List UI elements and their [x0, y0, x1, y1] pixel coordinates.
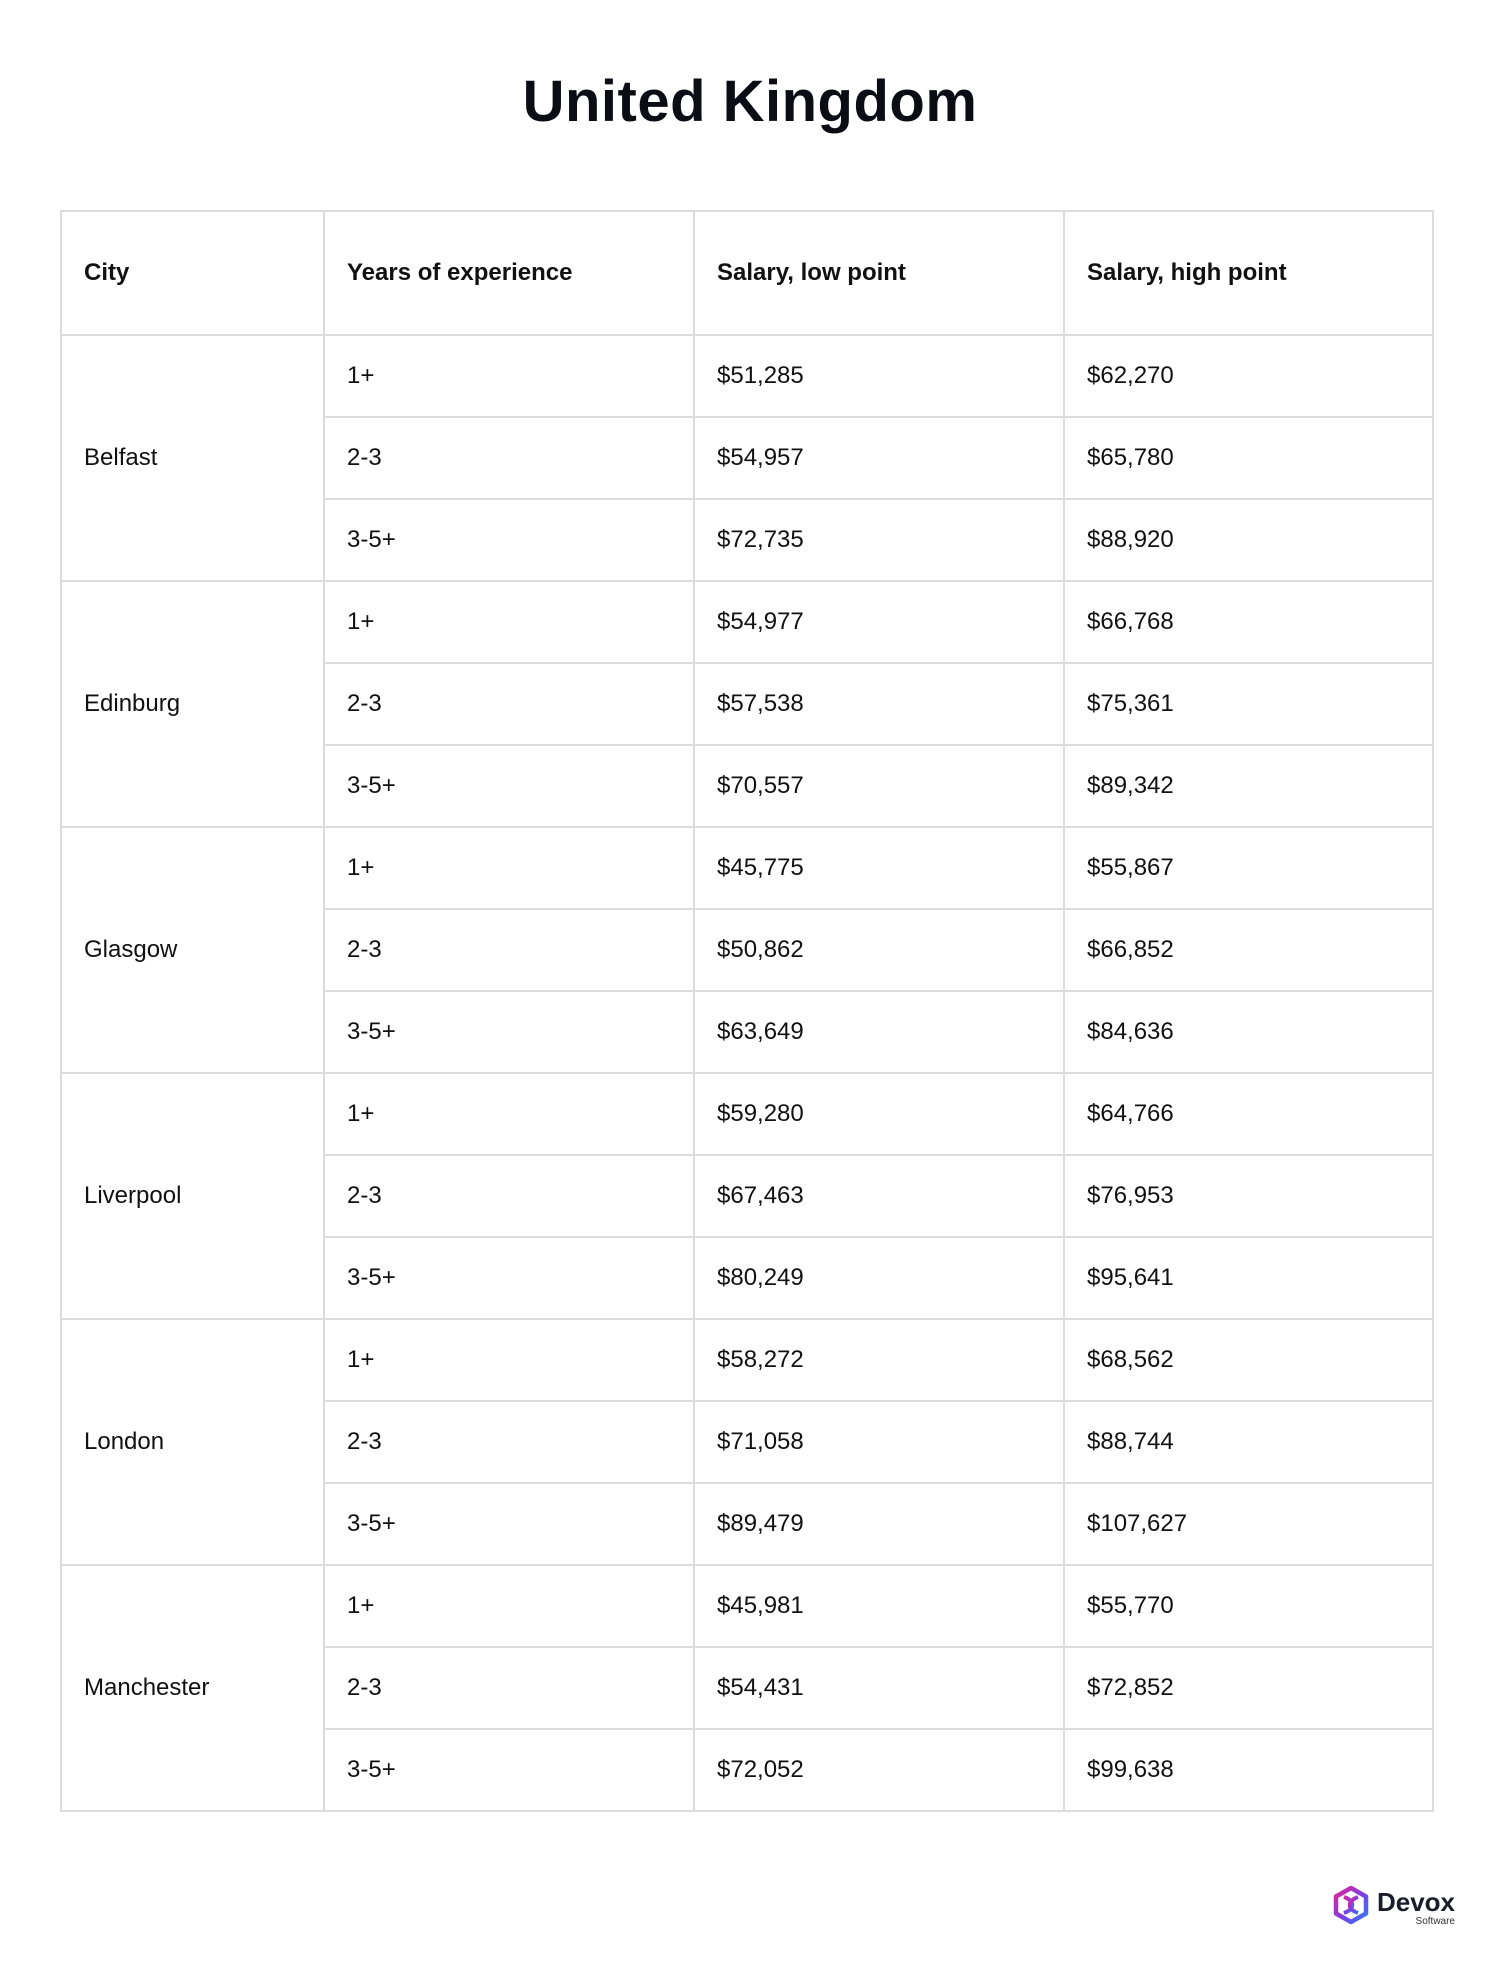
- salary-low-cell: $70,557: [694, 745, 1064, 827]
- years-cell: 3-5+: [324, 499, 694, 581]
- years-cell: 2-3: [324, 1401, 694, 1483]
- salary-high-cell: $72,852: [1064, 1647, 1433, 1729]
- salary-high-cell: $99,638: [1064, 1729, 1433, 1811]
- salary-low-cell: $80,249: [694, 1237, 1064, 1319]
- salary-low-cell: $57,538: [694, 663, 1064, 745]
- salary-low-cell: $54,977: [694, 581, 1064, 663]
- table-header-row: [61, 211, 1433, 335]
- salary-low-cell: $67,463: [694, 1155, 1064, 1237]
- table-row: [61, 1565, 1433, 1647]
- salary-low-cell: $89,479: [694, 1483, 1064, 1565]
- salary-low-cell: $54,957: [694, 417, 1064, 499]
- salary-high-cell: $76,953: [1064, 1155, 1433, 1237]
- city-cell: Manchester: [61, 1565, 324, 1811]
- brand-logo: [1331, 1885, 1455, 1930]
- salary-high-cell: $75,361: [1064, 663, 1433, 745]
- table-row: [61, 581, 1433, 663]
- salary-high-cell: $89,342: [1064, 745, 1433, 827]
- city-cell: Liverpool: [61, 1073, 324, 1319]
- salary-high-cell: $62,270: [1064, 335, 1433, 417]
- table-row: [61, 827, 1433, 909]
- salary-low-cell: $72,735: [694, 499, 1064, 581]
- years-cell: 3-5+: [324, 745, 694, 827]
- header-salary-low: Salary, low point: [694, 211, 1064, 335]
- salary-high-cell: $95,641: [1064, 1237, 1433, 1319]
- years-cell: 1+: [324, 335, 694, 417]
- city-cell: Belfast: [61, 335, 324, 581]
- header-city: City: [61, 211, 324, 335]
- salary-high-cell: $88,920: [1064, 499, 1433, 581]
- salary-high-cell: $55,867: [1064, 827, 1433, 909]
- salary-low-cell: $50,862: [694, 909, 1064, 991]
- brand-subtitle: Software: [1415, 1915, 1455, 1927]
- salary-low-cell: $71,058: [694, 1401, 1064, 1483]
- salary-high-cell: $55,770: [1064, 1565, 1433, 1647]
- table-body: [61, 335, 1433, 1811]
- years-cell: 1+: [324, 1565, 694, 1647]
- table-row: [61, 335, 1433, 417]
- header-years: Years of experience: [324, 211, 694, 335]
- devox-logo-icon: [1331, 1885, 1371, 1930]
- salary-high-cell: $65,780: [1064, 417, 1433, 499]
- years-cell: 1+: [324, 581, 694, 663]
- years-cell: 3-5+: [324, 1237, 694, 1319]
- salary-high-cell: $84,636: [1064, 991, 1433, 1073]
- years-cell: 1+: [324, 827, 694, 909]
- page-title: United Kingdom: [522, 69, 978, 134]
- years-cell: 2-3: [324, 1155, 694, 1237]
- years-cell: 2-3: [324, 1647, 694, 1729]
- years-cell: 2-3: [324, 909, 694, 991]
- salary-low-cell: $54,431: [694, 1647, 1064, 1729]
- salary-low-cell: $58,272: [694, 1319, 1064, 1401]
- salary-low-cell: $51,285: [694, 335, 1064, 417]
- salary-high-cell: $64,766: [1064, 1073, 1433, 1155]
- brand-text: [1376, 1886, 1455, 1927]
- salary-high-cell: $107,627: [1064, 1483, 1433, 1565]
- salary-table: [60, 210, 1434, 1812]
- salary-low-cell: $45,775: [694, 827, 1064, 909]
- salary-high-cell: $88,744: [1064, 1401, 1433, 1483]
- header-salary-high: Salary, high point: [1064, 211, 1433, 335]
- years-cell: 2-3: [324, 663, 694, 745]
- years-cell: 1+: [324, 1073, 694, 1155]
- salary-high-cell: $66,768: [1064, 581, 1433, 663]
- salary-high-cell: $68,562: [1064, 1319, 1433, 1401]
- city-cell: London: [61, 1319, 324, 1565]
- city-cell: Glasgow: [61, 827, 324, 1073]
- years-cell: 3-5+: [324, 1483, 694, 1565]
- salary-low-cell: $45,981: [694, 1565, 1064, 1647]
- table-row: [61, 1319, 1433, 1401]
- years-cell: 2-3: [324, 417, 694, 499]
- years-cell: 3-5+: [324, 991, 694, 1073]
- years-cell: 3-5+: [324, 1729, 694, 1811]
- brand-name: Devox: [1376, 1886, 1455, 1917]
- salary-low-cell: $72,052: [694, 1729, 1064, 1811]
- city-cell: Edinburg: [61, 581, 324, 827]
- salary-high-cell: $66,852: [1064, 909, 1433, 991]
- years-cell: 1+: [324, 1319, 694, 1401]
- salary-low-cell: $63,649: [694, 991, 1064, 1073]
- table-row: [61, 1073, 1433, 1155]
- salary-low-cell: $59,280: [694, 1073, 1064, 1155]
